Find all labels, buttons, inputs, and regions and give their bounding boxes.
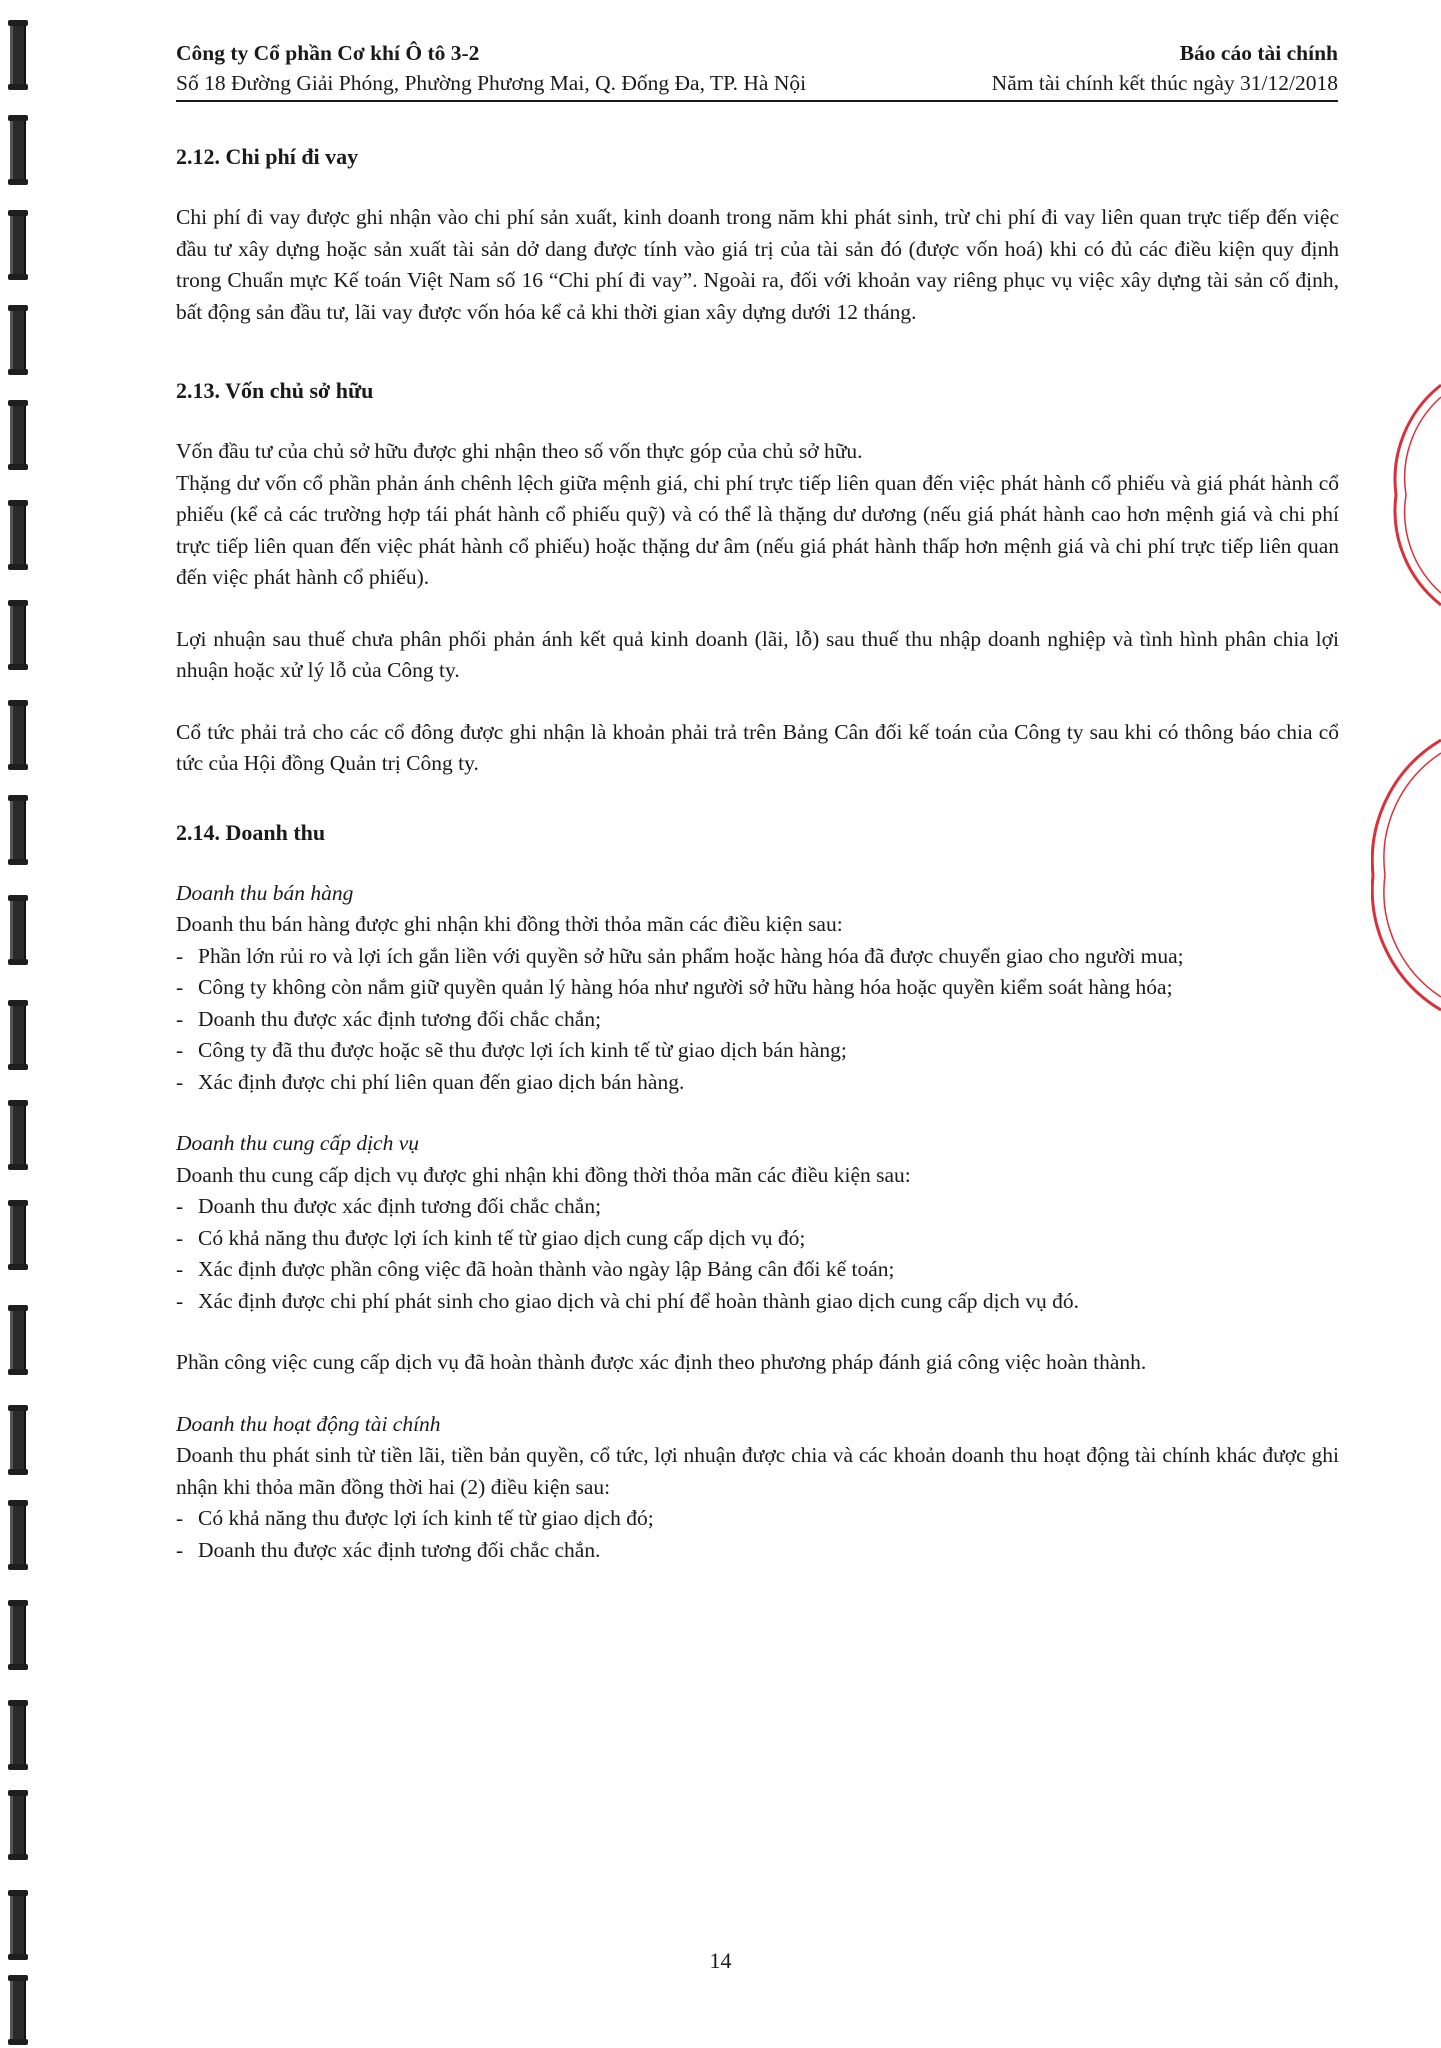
page-number: 14	[709, 1948, 732, 1973]
header-row-bottom	[176, 68, 1338, 98]
document-body	[176, 140, 1339, 1596]
company-address: Số 18 Đường Giải Phóng, Phường Phương Mai, Q. Đống Đa, TP. Hà Nội	[176, 71, 807, 95]
report-title: Báo cáo tài chính	[1179, 41, 1338, 65]
company-seal-partial-top	[1391, 375, 1441, 635]
binding-hole	[10, 1700, 26, 1770]
binding-hole	[10, 500, 26, 570]
binding-hole	[10, 1600, 26, 1670]
paragraph: Doanh thu phát sinh từ tiền lãi, tiền bản quyền, cổ tức, lợi nhuận được chia và các khoản doanh thu hoạt động tài chính khác được ghi nhận khi thỏa mãn đồng thời hai (2) điều kiện sau:	[176, 1443, 1339, 1499]
binding-hole	[10, 600, 26, 670]
page-header	[176, 38, 1338, 102]
list-item	[176, 1035, 1339, 1067]
list-item	[176, 1535, 1339, 1567]
seal-icon	[1371, 735, 1441, 1015]
section-heading-2-13: 2.13. Vốn chủ sở hữu	[176, 378, 374, 403]
list-item-text: Công ty đã thu được hoặc sẽ thu được lợi ích kinh tế từ giao dịch bán hàng;	[198, 1038, 847, 1062]
binding-hole	[10, 115, 26, 185]
paragraph: Vốn đầu tư của chủ sở hữu được ghi nhận theo số vốn thực góp của chủ sở hữu.	[176, 439, 863, 463]
list-item-text: Xác định được chi phí liên quan đến giao dịch bán hàng.	[198, 1069, 685, 1094]
bullet-dash: -	[176, 1537, 184, 1562]
list-item	[176, 972, 1339, 1004]
binding-strip	[0, 0, 40, 2048]
fiscal-year: Năm tài chính kết thúc ngày 31/12/2018	[991, 71, 1338, 95]
list-item	[176, 941, 1339, 973]
binding-hole	[10, 1000, 26, 1070]
section-heading-2-14: 2.14. Doanh thu	[176, 819, 326, 845]
company-name: Công ty Cổ phần Cơ khí Ô tô 3-2	[176, 41, 480, 65]
subheading-financial: Doanh thu hoạt động tài chính	[176, 1411, 441, 1436]
list-item	[176, 1223, 1339, 1255]
seal-icon	[1391, 375, 1441, 635]
bullet-dash: -	[176, 1257, 184, 1281]
paragraph: Cổ tức phải trả cho các cổ đông được ghi nhận là khoản phải trả trên Bảng Cân đối kế toán của Công ty sau khi có thông báo chia cổ tức của Hội đồng Quản trị Công ty.	[176, 719, 1339, 775]
company-seal-partial-bottom	[1371, 735, 1441, 1015]
bullet-dash: -	[176, 1225, 184, 1250]
subheading-services: Doanh thu cung cấp dịch vụ	[176, 1131, 420, 1155]
binding-hole	[10, 210, 26, 280]
section-heading-2-12: 2.12. Chi phí đi vay	[176, 144, 359, 169]
paragraph: Chi phí đi vay được ghi nhận vào chi phí sản xuất, kinh doanh trong năm khi phát sinh, trừ chi phí đi vay liên quan trực tiếp đến việc đầu tư xây dựng hoặc sản xuất tài sản dở dang được tính vào giá trị của tài sản đó (được vốn hoá) khi có đủ các điều kiện quy định trong Chuẩn mực Kế toán Việt Nam số 16 “Chi phí đi vay”. Ngoài ra, đối với khoản vay riêng phục vụ việc xây dựng tài sản cố định, bất động sản đầu tư, lãi vay được vốn hóa kể cả khi thời gian xây dựng dưới 12 tháng.	[176, 205, 1339, 324]
list-item-text: Xác định được chi phí phát sinh cho giao dịch và chi phí để hoàn thành giao dịch cung cấp dịch vụ đó.	[198, 1288, 1080, 1313]
list-item-text: Xác định được phần công việc đã hoàn thành vào ngày lập Bảng cân đối kế toán;	[198, 1257, 895, 1281]
binding-hole	[10, 1200, 26, 1270]
paragraph: Phần công việc cung cấp dịch vụ đã hoàn thành được xác định theo phương pháp đánh giá công việc hoàn thành.	[176, 1350, 1147, 1374]
bullet-dash: -	[176, 1288, 184, 1313]
list-item-text: Doanh thu được xác định tương đối chắc chắn.	[198, 1537, 601, 1562]
binding-hole	[10, 305, 26, 375]
sales-conditions-list	[176, 941, 1339, 1099]
binding-hole	[10, 1500, 26, 1570]
subheading-sales: Doanh thu bán hàng	[176, 880, 354, 905]
services-conditions-list	[176, 1191, 1339, 1317]
list-item-text: Doanh thu được xác định tương đối chắc chắn;	[198, 1194, 602, 1218]
list-item-text: Phần lớn rủi ro và lợi ích gắn liền với quyền sở hữu sản phẩm hoặc hàng hóa đã được chuyển giao cho người mua;	[198, 943, 1184, 968]
binding-hole	[10, 795, 26, 865]
list-item	[176, 1191, 1339, 1223]
binding-hole	[10, 700, 26, 770]
binding-hole	[10, 1100, 26, 1170]
list-item	[176, 1503, 1339, 1535]
bullet-dash: -	[176, 975, 184, 999]
list-item-text: Có khả năng thu được lợi ích kinh tế từ giao dịch đó;	[198, 1506, 654, 1530]
list-item-text: Doanh thu được xác định tương đối chắc chắn;	[198, 1006, 602, 1031]
binding-hole	[10, 1790, 26, 1860]
binding-hole	[10, 1405, 26, 1475]
header-row-top	[176, 38, 1338, 68]
list-item	[176, 1286, 1339, 1318]
binding-hole	[10, 400, 26, 470]
list-item	[176, 1067, 1339, 1099]
binding-hole	[10, 1975, 26, 2045]
list-item-text: Công ty không còn nắm giữ quyền quản lý hàng hóa như người sở hữu hàng hóa hoặc quyền kiểm soát hàng hóa;	[198, 975, 1173, 999]
bullet-dash: -	[176, 1038, 184, 1062]
bullet-dash: -	[176, 1194, 184, 1218]
bullet-dash: -	[176, 1069, 184, 1094]
bullet-dash: -	[176, 1506, 184, 1530]
binding-hole	[10, 20, 26, 90]
paragraph: Doanh thu bán hàng được ghi nhận khi đồng thời thỏa mãn các điều kiện sau:	[176, 912, 843, 936]
list-item	[176, 1254, 1339, 1286]
financial-conditions-list	[176, 1503, 1339, 1566]
paragraph: Thặng dư vốn cổ phần phản ánh chênh lệch giữa mệnh giá, chi phí trực tiếp liên quan đến việc phát hành cổ phiếu và giá phát hành cổ phiếu (kể cả các trường hợp tái phát hành cổ phiếu quỹ) và có thể là thặng dư dương (nếu giá phát hành cao hơn mệnh giá và chi phí trực tiếp liên quan đến việc phát hành cổ phiếu) hoặc thặng dư âm (nếu giá phát hành thấp hơn mệnh giá và chi phí trực tiếp liên quan đến việc phát hành cổ phiếu).	[176, 470, 1339, 589]
paragraph: Doanh thu cung cấp dịch vụ được ghi nhận khi đồng thời thỏa mãn các điều kiện sau:	[176, 1162, 911, 1187]
binding-hole	[10, 895, 26, 965]
binding-hole	[10, 1305, 26, 1375]
bullet-dash: -	[176, 1006, 184, 1031]
list-item	[176, 1004, 1339, 1036]
bullet-dash: -	[176, 943, 184, 968]
paragraph: Lợi nhuận sau thuế chưa phân phối phản ánh kết quả kinh doanh (lãi, lỗ) sau thuế thu nhập doanh nghiệp và tình hình phân chia lợi nhuận hoặc xử lý lỗ của Công ty.	[176, 626, 1339, 682]
header-divider	[176, 100, 1338, 102]
list-item-text: Có khả năng thu được lợi ích kinh tế từ giao dịch cung cấp dịch vụ đó;	[198, 1225, 806, 1250]
